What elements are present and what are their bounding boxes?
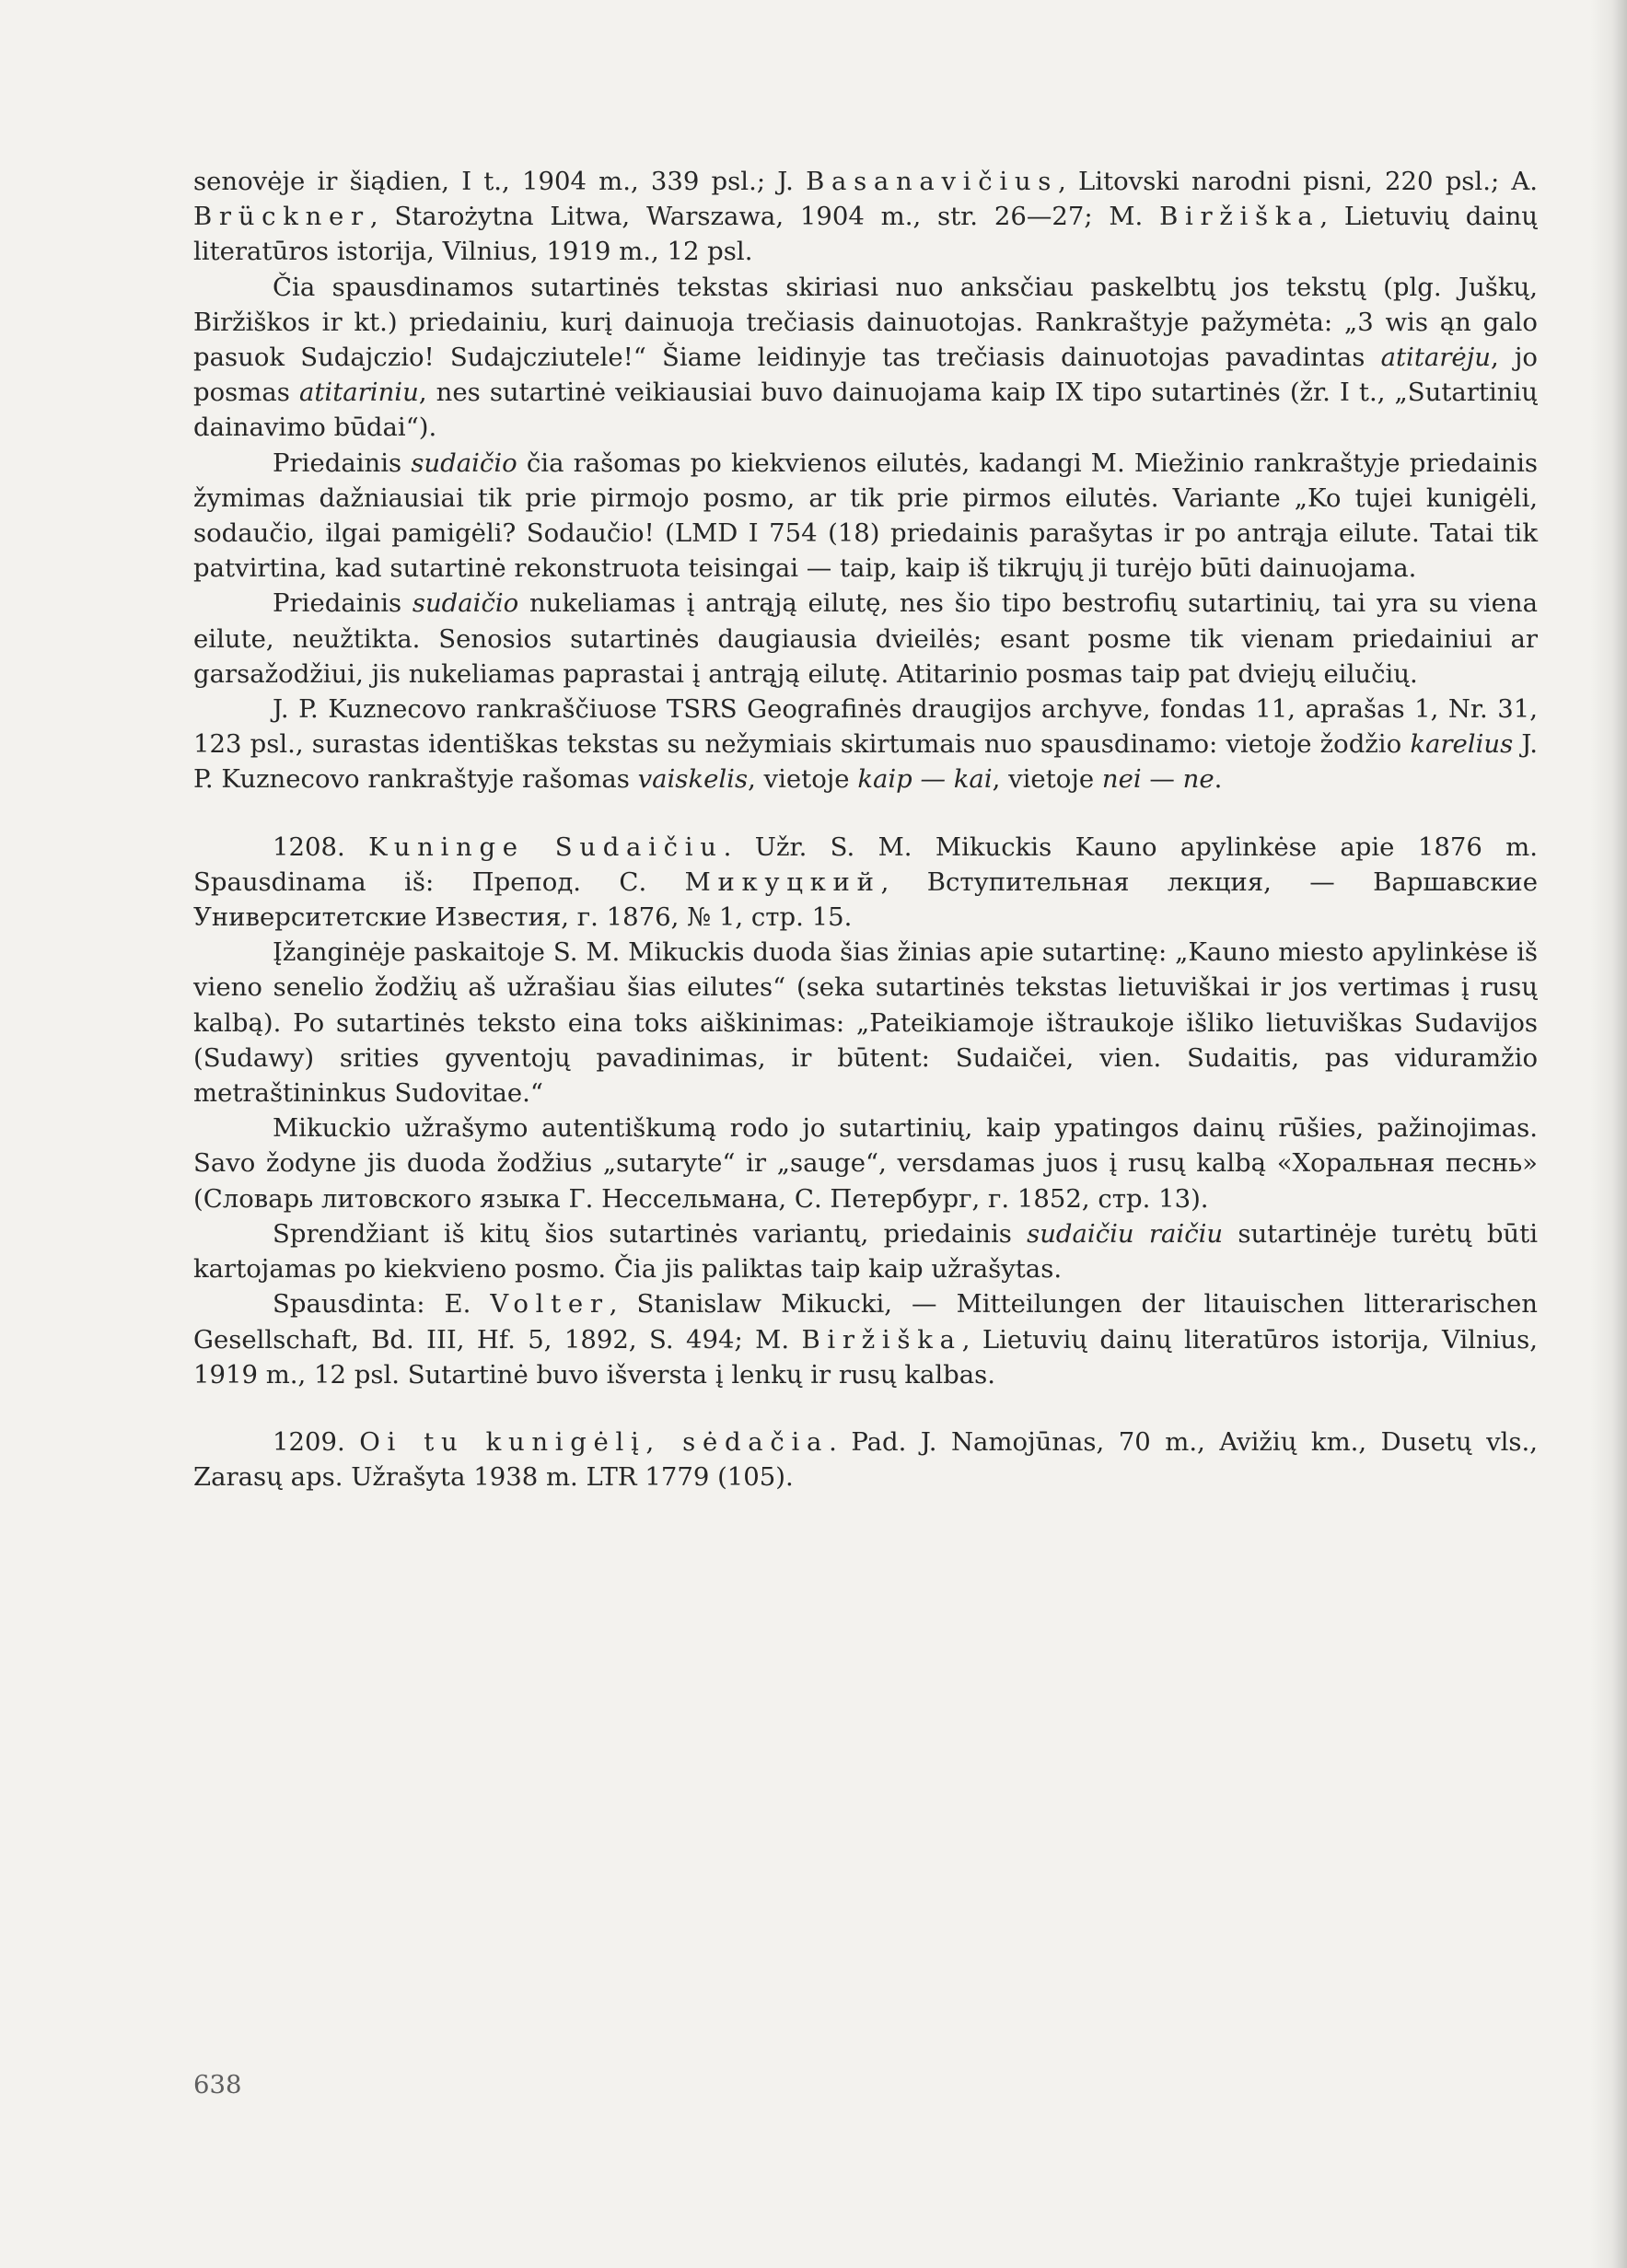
spaced-name: Basanavičius: [806, 167, 1059, 196]
paragraph: [193, 1111, 1538, 1216]
italic-term: vaiskelis: [637, 764, 749, 795]
paragraph: [193, 935, 1538, 1111]
italic-term: kaip — kai: [857, 764, 993, 795]
text-run: , Вступительная лекция, — Варшавские Университетские Известия, г. 1876, № 1, стр. 15.: [193, 866, 1538, 933]
page-edge-shadow: [1590, 0, 1627, 2268]
text-run: Mikuckio užrašymo autentiškumą rodo jo sutartinių, kaip ypatingos dainų rūšies, pažinojimas. Savo žodyne jis duoda žodžius „sutaryte“ ir „sauge“, versdamas juos į rusų kalbą «Хоральная песнь» (Словарь литовского языка Г. Нессельмана, С. Петербург, г. 1852, стр. 13).: [193, 1113, 1538, 1214]
italic-term: karelius: [1410, 729, 1514, 760]
text-run: . Pad. J. Namojūnas, 70 m., Avižių km., Dusetų vls., Zarasų aps. Užrašyta 1938 m. LTR 1779 (105).: [193, 1426, 1539, 1493]
text-run: 1209.: [273, 1426, 360, 1457]
italic-term: sudaičiu raičiu: [1027, 1218, 1224, 1249]
page-number: 638: [193, 2070, 242, 2099]
text-run: J. P. Kuznecovo rankraščiuose TSRS Geografinės draugijos archyve, fondas 11, aprašas 1, Nr. 31, 123 psl., surastas identiškas tekstas su nežymiais skirtumais nuo spausdinamo: vietoje žodžio: [193, 694, 1538, 760]
paragraph: [193, 1286, 1538, 1392]
text-run: , Starożytna Litwa, Warszawa, 1904 m., str. 26—27; M.: [369, 202, 1160, 232]
text-run: Sprendžiant iš kitų šios sutartinės variantų, priedainis: [273, 1218, 1028, 1249]
spaced-name: Brückner: [193, 202, 370, 232]
spaced-name: Biržiška: [801, 1324, 962, 1355]
text-run: , jo posmas: [193, 343, 1538, 408]
spaced-name: Kuninge Sudaičiu: [368, 832, 724, 862]
text-run: 1208.: [273, 832, 369, 862]
text-run: Spausdinta: E.: [273, 1289, 491, 1320]
text-run: , vietoje: [992, 764, 1102, 795]
text-run: —: [1141, 764, 1183, 795]
paragraph: [193, 1216, 1538, 1286]
italic-term: atitarėju: [1380, 343, 1491, 373]
text-run: čia rašomas po kiekvienos eilutės, kadangi M. Miežinio rankraštyje priedainis žymimas dažniausiai tik prie pirmojo posmo, ar tik prie pirmos eilutės. Variante „Ko tujei kunigėli, sodaučio, ilgai pamigėli? Sodaučio! (LMD I 754 (18) priedainis parašytas ir po antrąja eilute. Tatai tik patvirtina, kad sutartinė rekonstruota teisingai — taip, kaip iš tikrųjų ji turėjo būti dainuojama.: [193, 448, 1538, 584]
italic-term: sudaičio: [412, 588, 519, 619]
italic-term: atitariniu: [298, 378, 419, 408]
text-run: J. P. Kuznecovo rankraštyje rašomas: [193, 729, 1539, 795]
text-run: . Užr. S. M. Mikuckis Kauno apylinkėse apie 1876 m. Spausdinama iš: Препод. С.: [193, 832, 1538, 897]
italic-term: nei: [1101, 764, 1142, 795]
paragraph-gap: [193, 1392, 1538, 1425]
paragraph: [193, 164, 1538, 270]
spaced-name: Volter: [490, 1289, 610, 1320]
text-run: Priedainis: [273, 588, 413, 619]
main-text: [193, 164, 1538, 1495]
text-run: , Stanislaw Mikucki, — Mitteilungen der litauischen litterarischen Gesellschaft, Bd. III, Hf. 5, 1892, S. 494; M.: [193, 1289, 1538, 1355]
paragraph: [193, 830, 1538, 936]
text-run: Čia spausdinamos sutartinės tekstas skiriasi nuo anksčiau paskelbtų jos tekstų (plg. Juškų, Biržiškos ir kt.) priedainiu, kurį dainuoja trečiasis dainuotojas. Rankraštyje pažymėta: „3 wis ąn galo pasuok Sudajczio! Sudajcziutele!“ Šiame leidinyje tas trečiasis dainuotojas pavadintas: [193, 272, 1538, 373]
paragraph: [193, 446, 1538, 587]
paragraph: [193, 270, 1538, 446]
paragraph: [193, 1425, 1538, 1495]
spaced-name: Oi tu kunigėlį, sėdačia: [359, 1426, 830, 1457]
text-run: , Litovski narodni pisni, 220 psl.; A.: [1058, 167, 1538, 196]
text-run: , Lietuvių dainų literatūros istorija, Vilnius, 1919 m., 12 psl.: [193, 202, 1539, 267]
text-run: senovėje ir šiądien, I t., 1904 m., 339 psl.; J.: [193, 167, 807, 196]
text-run: .: [1214, 764, 1223, 795]
text-run: Priedainis: [273, 448, 412, 478]
paragraph-gap: [193, 797, 1538, 830]
spaced-name: Biržiška: [1159, 202, 1320, 232]
text-run: sutartinėje turėtų būti kartojamas po kiekvieno posmo. Čia jis paliktas taip kaip užrašytas.: [193, 1218, 1538, 1285]
text-run: , vietoje: [748, 764, 858, 795]
text-run: , Lietuvių dainų literatūros istorija, Vilnius, 1919 m., 12 psl. Sutartinė buvo išversta į lenkų ir rusų kalbas.: [193, 1324, 1538, 1390]
paragraph: [193, 586, 1538, 692]
italic-term: ne: [1182, 764, 1214, 795]
spaced-name: Микуцкий: [684, 866, 881, 897]
paragraph: [193, 692, 1538, 797]
italic-term: sudaičio: [411, 448, 517, 478]
text-run: , nes sutartinė veikiausiai buvo dainuojama kaip IX tipo sutartinės (žr. I t., „Sutartinių dainavimo būdai“).: [193, 378, 1538, 443]
text-run: nukeliamas į antrąją eilutę, nes šio tipo bestrofių sutartinių, tai yra su viena eilute, neužtikta. Senosios sutartinės daugiausia dvieilės; esant posme tik vienam priedainiui ar garsažodžiui, jis nukeliamas paprastai į antrąją eilutę. Atitarinio posmas taip pat dviejų eilučių.: [193, 588, 1538, 689]
text-run: Įžanginėje paskaitoje S. M. Mikuckis duoda šias žinias apie sutartinę: „Kauno miesto apylinkėse iš vieno senelio žodžių aš užrašiau šias eilutes“ (seka sutartinės tekstas lietuviškai ir jos vertimas į rusų kalbą). Po sutartinės teksto eina toks aiškinimas: „Pateikiamoje ištraukoje išliko lietuviškas Sudavijos (Sudawy) srities gyventojų pavadinimas, ir būtent: Sudaičei, vien. Sudaitis, pas viduramžio metraštininkus Sudovitae.“: [193, 937, 1538, 1109]
